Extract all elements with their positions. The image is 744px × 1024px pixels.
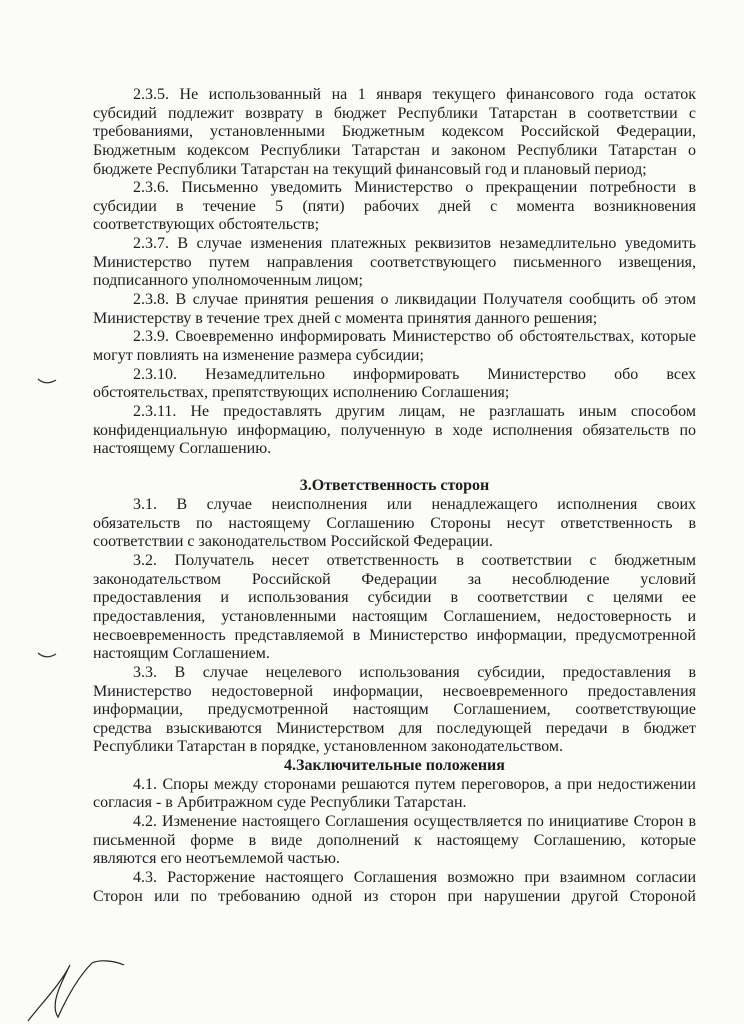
text-line: 2.3.5. Не использованный на 1 января текущего финансового года остаток [133, 86, 696, 103]
text-line: Министерство недостоверной информации, несвоевременного предоставления [93, 682, 696, 700]
text-line: соответствии с законодательством Российской Федерации. [93, 533, 493, 551]
text-line: согласия - в Арбитражном суде Республики Татарстан. [93, 794, 467, 812]
spacer [93, 459, 696, 478]
paragraph [93, 776, 696, 813]
text-line: Республики Татарстан в порядке, установленном законодательством. [93, 738, 564, 756]
text-line: соответствующих обстоятельств; [93, 216, 320, 234]
text-line: 3.3. В случае нецелевого использования субсидии, предоставления в [133, 663, 696, 681]
text-line: информации, предусмотренной настоящим Соглашением, соответствующие [93, 701, 696, 719]
text-line: Министерство путем направления соответствующего письменного извещения, [93, 253, 696, 271]
paragraph [93, 869, 696, 906]
paragraph [93, 664, 696, 757]
paragraph [93, 496, 696, 552]
text-line: могут повлиять на изменение размера субсидии; [93, 346, 424, 364]
paragraph [93, 813, 696, 869]
text-line: законодательством Российской Федерации за несоблюдение условий [93, 570, 696, 588]
paragraph [93, 552, 696, 664]
text-line: требованиями, установленными Бюджетным кодексом Российской Федерации, [93, 123, 696, 141]
text-line: конфиденциальную информацию, полученную в ходе исполнения обязательств по [93, 421, 696, 439]
text-line: Бюджетным кодексом Республики Татарстан и законом Республики Татарстан о [93, 141, 696, 159]
text-line: 4.2. Изменение настоящего Соглашения осуществляется по инициативе Сторон в [133, 812, 696, 830]
text-line: подписанного уполномоченным лицом; [93, 272, 363, 290]
text-line: 2.3.11. Не предоставлять другим лицам, не разглашать иным способом [133, 402, 696, 420]
text-line: настоящим Соглашением. [93, 645, 270, 663]
margin-mark-icon [36, 650, 60, 662]
text-line: являются его неотъемлемой частью. [93, 850, 340, 868]
text-line: Сторон или по требованию одной из сторон при нарушении другой Стороной [93, 887, 696, 905]
signature-icon [20, 955, 130, 1024]
paragraph [93, 179, 696, 235]
text-line: субсидии в течение 5 (пяти) рабочих дней с момента возникновения [93, 197, 696, 215]
paragraph [93, 328, 696, 365]
text-line: письменной форме в виде дополнений к настоящему Соглашению, которые [93, 831, 696, 849]
text-line: настоящему Соглашению. [93, 440, 272, 458]
section-heading: 4.Заключительные положения [284, 757, 505, 775]
text-line: субсидий подлежит возврату в бюджет Республики Татарстан в соответствии с [93, 104, 696, 122]
document-page [93, 86, 696, 906]
text-line: 3.2. Получатель несет ответственность в соответствии с бюджетным [133, 552, 696, 570]
text-line: Министерству в течение трех дней с момента принятия данного решения; [93, 309, 598, 327]
text-line: 3.1. В случае неисполнения или ненадлежащего исполнения своих [133, 496, 696, 514]
text-line: 2.3.8. В случае принятия решения о ликвидации Получателя сообщить об этом [133, 291, 696, 309]
text-line: предоставления, установленными настоящим Соглашением, недостоверность и [93, 607, 696, 625]
section-heading: 3.Ответственность сторон [299, 477, 490, 495]
text-line: 2.3.9. Своевременно информировать Министерство об обстоятельствах, которые [133, 328, 696, 346]
text-line: 2.3.7. В случае изменения платежных реквизитов незамедлительно уведомить [133, 235, 696, 253]
text-line: 4.1. Споры между сторонами решаются путем переговоров, а при недостижении [133, 775, 696, 793]
text-line: 2.3.10. Незамедлительно информировать Министерство обо всех [133, 365, 696, 383]
text-line: средства взыскиваются Министерством для последующей передачи в бюджет [93, 719, 696, 737]
text-line: несвоевременность представляемой в Министерство информации, предусмотренной [93, 626, 696, 644]
text-line: бюджете Республики Татарстан на текущий финансовый год и плановый период; [93, 160, 647, 178]
paragraph [93, 86, 696, 179]
paragraph [93, 403, 696, 459]
paragraph [93, 366, 696, 403]
margin-mark-icon [36, 376, 60, 388]
text-line: 2.3.6. Письменно уведомить Министерство о прекращении потребности в [133, 179, 696, 197]
text-line: 4.3. Расторжение настоящего Соглашения возможно при взаимном согласии [133, 868, 696, 886]
text-line: предоставления и использования субсидии в соответствии с целями ее [93, 589, 696, 607]
text-line: обязательств по настоящему Соглашению Стороны несут ответственность в [93, 514, 696, 532]
text-line: обстоятельствах, препятствующих исполнению Соглашения; [93, 384, 510, 402]
paragraph [93, 291, 696, 328]
paragraph [93, 235, 696, 291]
